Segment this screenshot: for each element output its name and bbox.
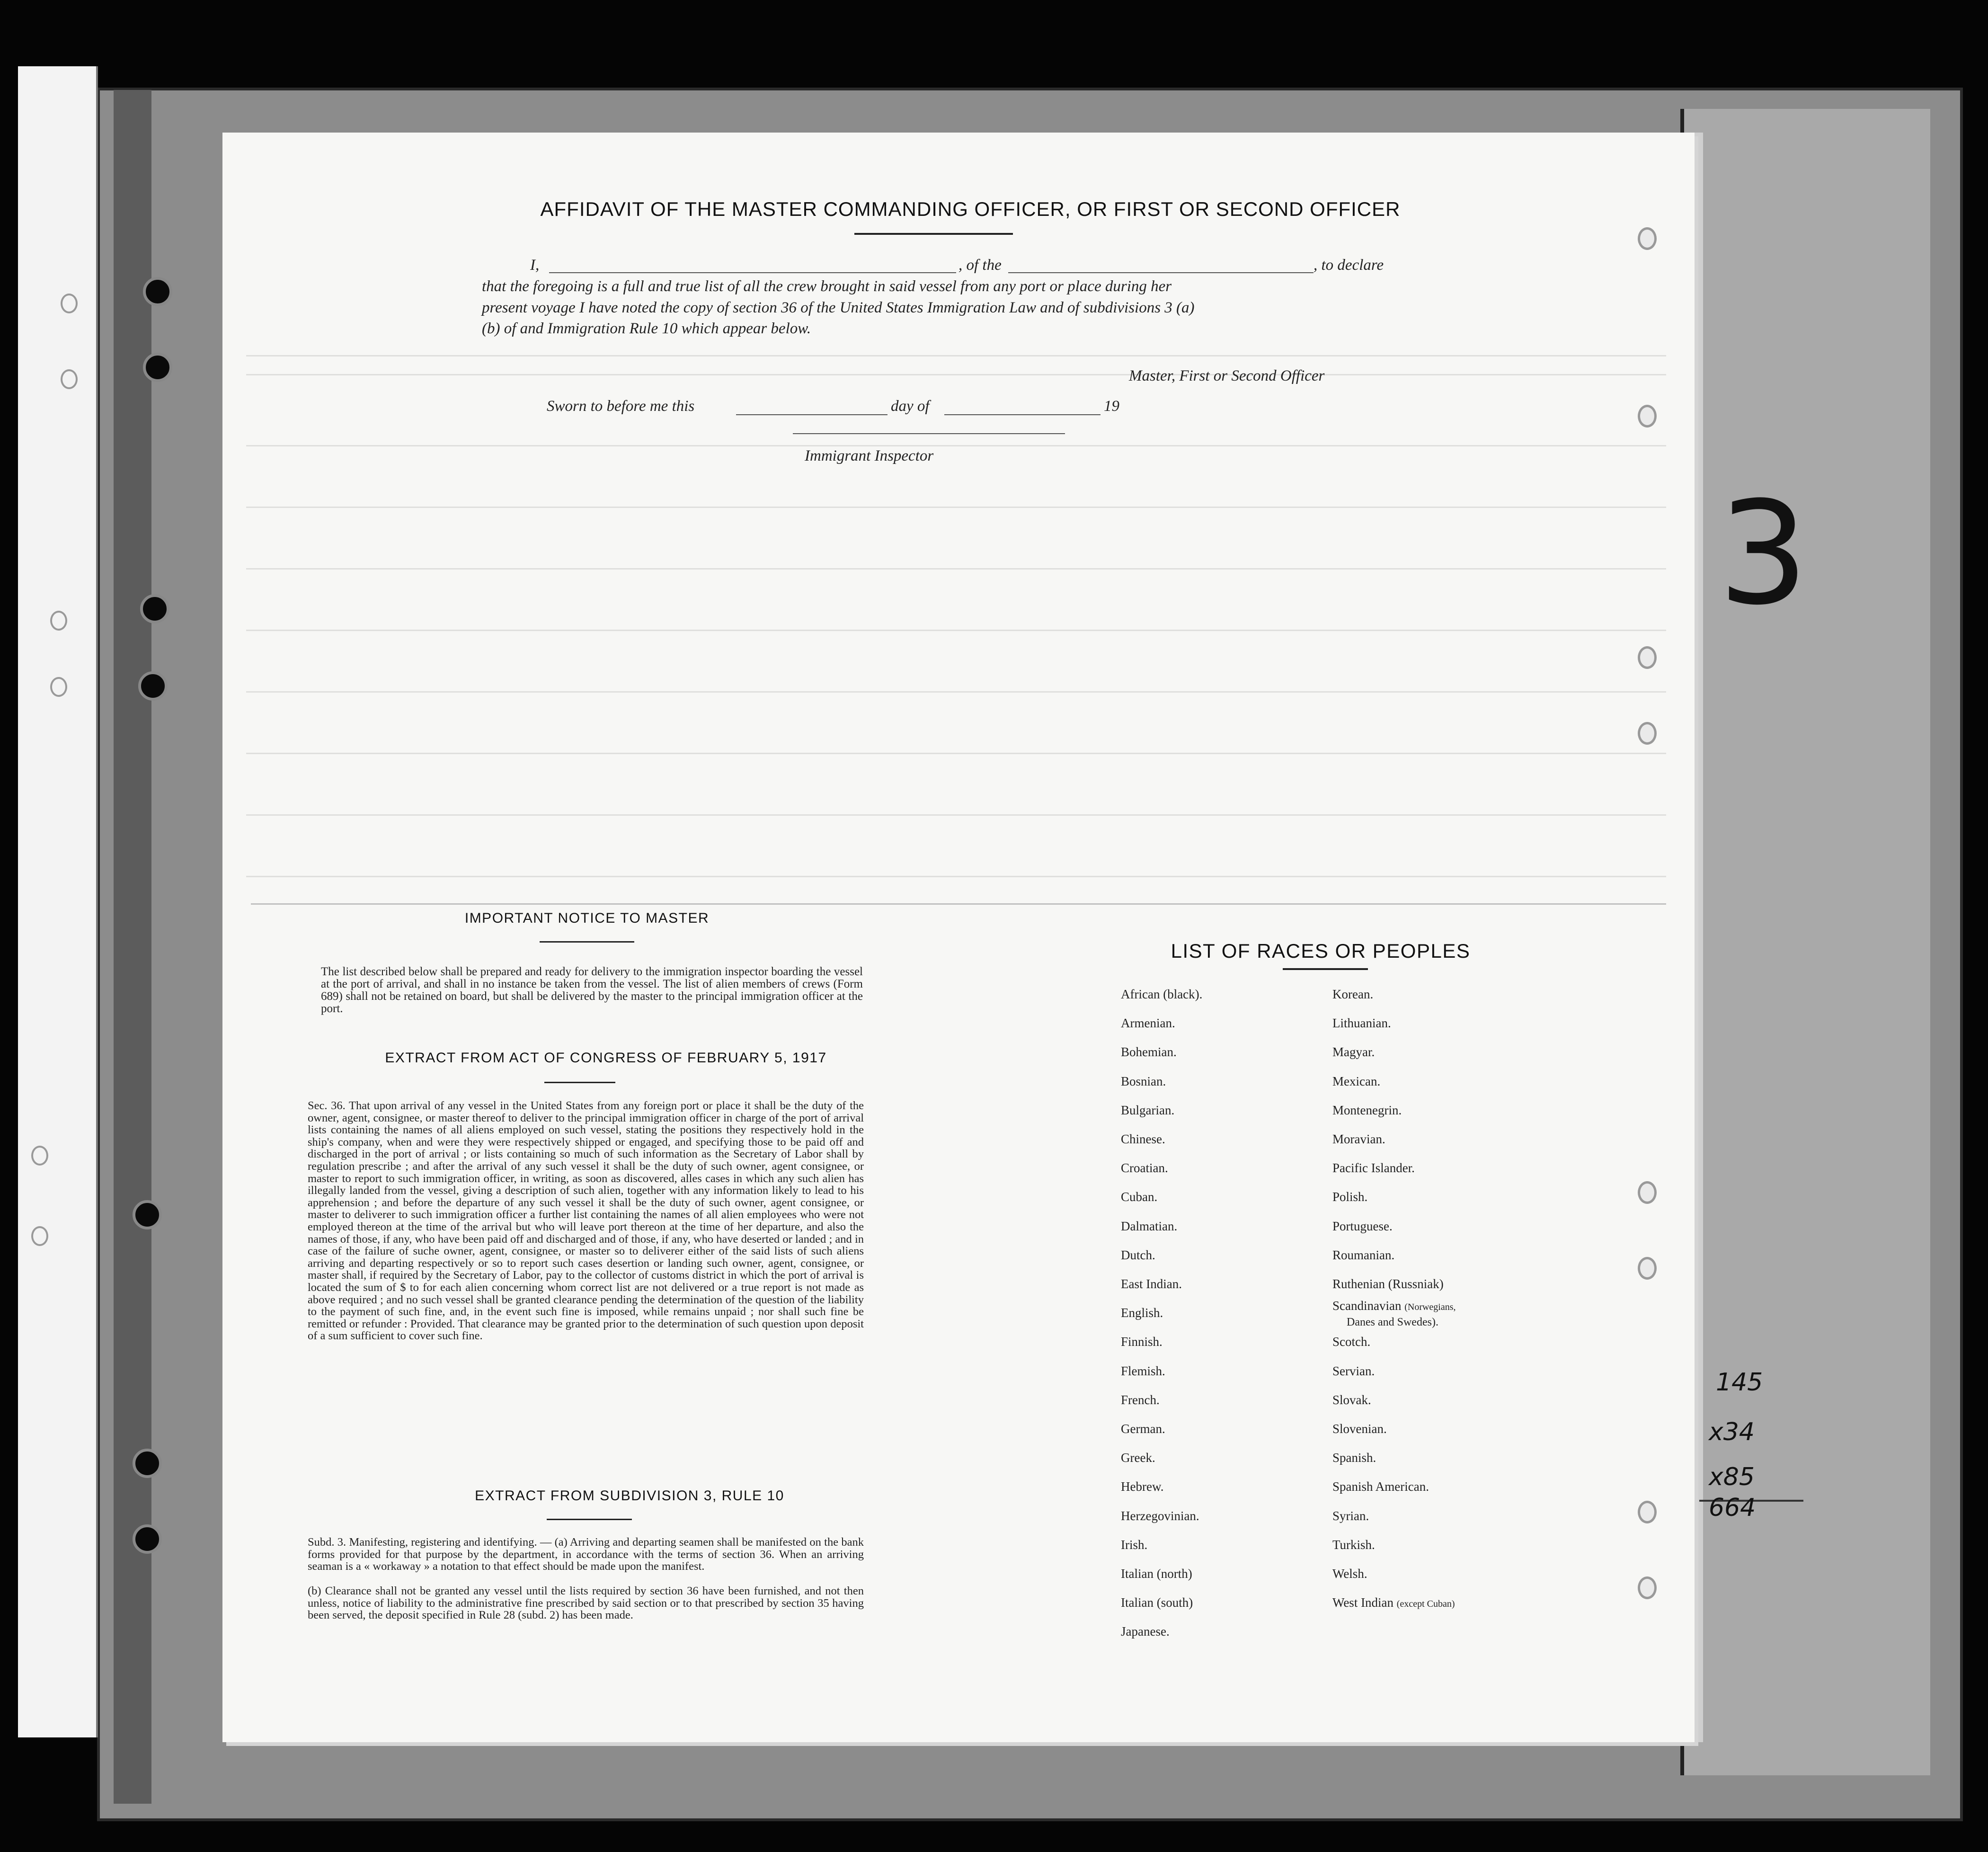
race-item: Roumanian. bbox=[1332, 1247, 1395, 1262]
race-item: English. bbox=[1121, 1306, 1163, 1320]
handwritten-number: x85 bbox=[1709, 1463, 1755, 1491]
race-item: Flemish. bbox=[1121, 1363, 1165, 1378]
race-item: Welsh. bbox=[1332, 1567, 1367, 1581]
rule-extract-text-a: Subd. 3. Manifesting, registering and identifying. — (a) Arriving and departing seamen shall be manifested on the bank forms provided for that purpose by the department, in accordance with the terms of section 36. When an arriving seaman is a « workaway » a notation to that effect should be made upon the manifest. bbox=[308, 1536, 864, 1573]
race-item: Slovenian. bbox=[1332, 1422, 1387, 1436]
section-divider bbox=[251, 903, 1666, 905]
race-item: Greek. bbox=[1121, 1451, 1155, 1465]
race-item: Spanish. bbox=[1332, 1451, 1376, 1465]
inspector-signature-line bbox=[793, 433, 1065, 434]
races-underline bbox=[1283, 968, 1368, 970]
ring-icon bbox=[61, 369, 78, 389]
race-note: Danes and Swedes). bbox=[1347, 1316, 1438, 1329]
race-item: Italian (south) bbox=[1121, 1595, 1193, 1610]
race-item: Montenegrin. bbox=[1332, 1103, 1402, 1117]
race-item: Japanese. bbox=[1121, 1624, 1170, 1639]
name-blank bbox=[549, 272, 956, 273]
race-item: Bohemian. bbox=[1121, 1045, 1177, 1060]
punch-hole-icon bbox=[133, 1200, 162, 1229]
sworn-day-blank bbox=[736, 414, 888, 415]
race-item: Finnish. bbox=[1121, 1335, 1163, 1349]
races-title: LIST OF RACES OR PEOPLES bbox=[1171, 940, 1471, 962]
race-item: Lithuanian. bbox=[1332, 1016, 1391, 1031]
underlying-sheet bbox=[1680, 109, 1930, 1775]
race-item: Polish. bbox=[1332, 1190, 1368, 1204]
affidavit-line2: that the foregoing is a full and true list of all the crew brought in said vessel from any port or place during her bbox=[482, 278, 1172, 295]
race-item: Moravian. bbox=[1332, 1132, 1385, 1147]
day-of-label: day of bbox=[891, 398, 930, 415]
race-item: Pacific Islander. bbox=[1332, 1161, 1415, 1175]
race-item: Hebrew. bbox=[1121, 1479, 1164, 1494]
race-item: Bosnian. bbox=[1121, 1074, 1166, 1088]
punch-hole-icon bbox=[133, 1449, 162, 1478]
race-item-west-indian bbox=[1332, 1588, 1456, 1619]
handwritten-number: 664 bbox=[1709, 1494, 1756, 1522]
race-item: East Indian. bbox=[1121, 1277, 1182, 1291]
month-blank bbox=[944, 414, 1100, 415]
race-item: Korean. bbox=[1332, 987, 1374, 1001]
punch-hole-icon bbox=[143, 353, 172, 382]
vessel-blank bbox=[1008, 272, 1314, 273]
race-item: Servian. bbox=[1332, 1363, 1375, 1378]
punch-hole-icon bbox=[1638, 1257, 1657, 1280]
race-item: West Indian bbox=[1332, 1595, 1394, 1610]
year-label: 19 bbox=[1104, 398, 1119, 415]
race-item: Magyar. bbox=[1332, 1045, 1375, 1060]
title-underline bbox=[854, 233, 1013, 235]
punch-hole-icon bbox=[140, 594, 169, 623]
punch-hole-icon bbox=[1638, 227, 1657, 250]
race-item: Croatian. bbox=[1121, 1161, 1168, 1175]
rule-extract-text-b: (b) Clearance shall not be granted any vessel until the lists required by section 36 have been furnished, and not then unless, notice of liability to the administrative fine prescribed by said section or to that prescribed by section 35 having been served, the deposit specified in Rule 28 (subd. 2) has been made. bbox=[308, 1585, 864, 1622]
race-item: Portuguese. bbox=[1332, 1219, 1393, 1233]
affidavit-title: AFFIDAVIT OF THE MASTER COMMANDING OFFICER, OR FIRST OR SECOND OFFICER bbox=[540, 198, 1401, 220]
race-item: Scotch. bbox=[1332, 1335, 1371, 1349]
affidavit-line3: present voyage I have noted the copy of section 36 of the United States Immigration Law and of subdivisions 3 (a) bbox=[482, 299, 1195, 316]
rule-extract-underline bbox=[547, 1519, 632, 1520]
notice-title: IMPORTANT NOTICE TO MASTER bbox=[464, 910, 710, 926]
race-item: Irish. bbox=[1121, 1537, 1148, 1552]
ring-icon bbox=[50, 611, 67, 631]
punch-hole-icon bbox=[1638, 1501, 1657, 1523]
races-column-1 bbox=[1121, 980, 1202, 1647]
handwritten-number: x34 bbox=[1709, 1418, 1755, 1446]
punch-hole-icon bbox=[133, 1524, 162, 1554]
race-item: African (black). bbox=[1121, 987, 1203, 1001]
race-item: German. bbox=[1121, 1422, 1165, 1436]
race-item: Scandinavian bbox=[1332, 1299, 1402, 1313]
affidavit-i: I, bbox=[530, 257, 540, 274]
race-item: Cuban. bbox=[1121, 1190, 1158, 1204]
affidavit-line4: (b) of and Immigration Rule 10 which appear below. bbox=[482, 320, 811, 337]
punch-hole-icon bbox=[143, 277, 172, 306]
handwritten-number: 145 bbox=[1716, 1368, 1763, 1397]
race-item: Slovak. bbox=[1332, 1392, 1371, 1407]
notice-underline bbox=[540, 941, 634, 943]
punch-hole-icon bbox=[1638, 1576, 1657, 1599]
race-note: (Norwegians, bbox=[1404, 1302, 1456, 1313]
notice-text: The list described below shall be prepared and ready for delivery to the immigration inspector boarding the vessel at the port of arrival, and shall in no instance be taken from the vessel. The list of alien members of crews (Form 689) shall not be retained on board, but shall be delivered by the master to the principal immigration officer at the port. bbox=[321, 965, 863, 1015]
master-signature-label: Master, First or Second Officer bbox=[1129, 367, 1325, 384]
race-item: Syrian. bbox=[1332, 1508, 1369, 1523]
act-extract-title: EXTRACT FROM ACT OF CONGRESS OF FEBRUARY 5, 1917 bbox=[385, 1050, 827, 1066]
inspector-label: Immigrant Inspector bbox=[805, 447, 934, 464]
sworn-label: Sworn to before me this bbox=[547, 398, 695, 415]
ring-icon bbox=[61, 294, 78, 313]
punch-hole-icon bbox=[1638, 1181, 1657, 1204]
race-item: Italian (north) bbox=[1121, 1567, 1192, 1581]
rule-extract-title: EXTRACT FROM SUBDIVISION 3, RULE 10 bbox=[475, 1488, 784, 1504]
race-item: Dalmatian. bbox=[1121, 1219, 1178, 1233]
race-item: Dutch. bbox=[1121, 1247, 1155, 1262]
races-column-2 bbox=[1332, 980, 1456, 1619]
race-item: French. bbox=[1121, 1392, 1160, 1407]
ring-icon bbox=[31, 1146, 48, 1166]
act-extract-underline bbox=[544, 1082, 615, 1083]
left-binding-strip bbox=[18, 66, 98, 1737]
ring-icon bbox=[31, 1226, 48, 1246]
act-extract-text: Sec. 36. That upon arrival of any vessel in the United States from any foreign port or place it shall be the duty of the owner, agent, consignee, or master thereof to deliver to the principal immigration officer in charge of the port of arrival lists containing the names of all aliens employed on such vessel, stating the positions they respectively hold in the ship's company, when and were they were respectively shipped or engaged, and specifying those to be paid off and discharged in the port of arrival ; or lists containing so much of such information as the Secretary of Labor shall by regulation prescribe ; and after the arrival of any such vessel it shall be the duty of such owner, agent consignee, or master to report to such immigration officer, in writing, as soon as discovered, alles cases in which any such alien has illegally landed from the vessel, giving a description of such alien, together with any information likely to lead to his apprehension ; and before the departure of any such vessel it shall be the duty of such owner, agent consignee, or master to deliverer to such immigration officer a further list containing the names of all alien employees who were not employed thereon at the time of the arrival but who will leave port thereon at the time of her departure, and also the names of those, if any, who have been paid off and discharged and of those, if any, who have deserted or landed ; and in case of the failure of suche owner, agent, consignee, or master so to deliverer either of the said lists of such aliens arriving and departing respectively or so to report such cases desertion or landing such owner, agent, consignee, or master shall, if required by the Secretary of Labor, pay to the collector of customs district in which the port of arrival is located the sum of $ to for each alien concerning whom correct list are not delivered or a true report is not made as above required ; and no such vessel shall be granted clearance pending the determination of the question of the liability to the payment of such fine, and, in the event such fine is imposed, while remains unpaid ; nor shall such fine be remitted or refunder : Provided. That clearance may be granted prior to the determination of such question upon deposit of a sum sufficient to cover such fine. bbox=[308, 1099, 864, 1343]
race-item: Spanish American. bbox=[1332, 1479, 1429, 1494]
ring-icon bbox=[50, 677, 67, 697]
race-item: Turkish. bbox=[1332, 1537, 1375, 1552]
punch-hole-icon bbox=[138, 671, 168, 701]
race-item: Chinese. bbox=[1121, 1132, 1165, 1147]
affidavit-of-the: , of the bbox=[958, 257, 1002, 274]
bleed-through-table bbox=[246, 346, 1666, 890]
race-item: Herzegovinian. bbox=[1121, 1508, 1199, 1523]
race-item: Bulgarian. bbox=[1121, 1103, 1175, 1117]
race-item: Mexican. bbox=[1332, 1074, 1381, 1088]
handwritten-number: 3 bbox=[1718, 471, 1809, 636]
race-item-scandinavian bbox=[1332, 1299, 1456, 1327]
race-note: (except Cuban) bbox=[1396, 1599, 1455, 1610]
affidavit-declare: , to declare bbox=[1314, 257, 1384, 274]
race-item: Armenian. bbox=[1121, 1016, 1175, 1031]
race-item: Ruthenian (Russniak) bbox=[1332, 1277, 1444, 1291]
